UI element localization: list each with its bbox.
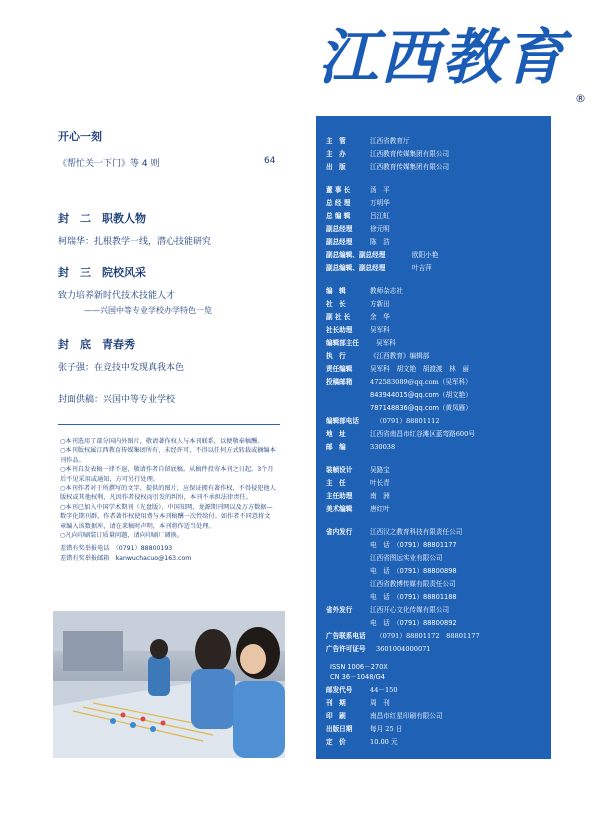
masthead-phone: 电 话 （0791）88801188 [370, 593, 457, 601]
cover3-heading: 封 三 院校风采 [58, 266, 146, 279]
masthead-row: 广告联系电话 （0791）88801172 88801177 [326, 632, 480, 640]
notice-paragraph: ○凡向印刷装订质量问题，请向印刷厂调换。 [60, 532, 183, 540]
masthead-row: 印 刷 南昌市红星印刷有限公司 [326, 712, 443, 720]
registered-mark: ® [575, 92, 586, 105]
notice-block [60, 437, 276, 563]
masthead-row: 副 社 长 余 华 [326, 313, 390, 321]
masthead-row: 总 编 辑 吕江虹 [326, 212, 390, 220]
cover4-heading: 封 底 青春秀 [58, 338, 135, 351]
section-title-kaixin: 开心一刻 [58, 130, 102, 143]
masthead-row: 邮发代号 44－150 [326, 686, 398, 694]
masthead-row: 装帧设计 吴路宝 [326, 466, 390, 474]
masthead-phone: 电 话 （0791）88800898 [370, 567, 457, 575]
masthead-row: 定 价 10.00 元 [326, 738, 398, 746]
notice-paragraph: ○本刊作者对于所撰写的文字、提供的图片，应保证拥有著作权，不得侵犯他人版权或其他权利，凡因作者侵权而引发的纠纷，本刊不承担法律责任。 [60, 485, 276, 502]
notice-paragraph: ○本刊已加入中国学术期刊（光盘版）、中国知网、龙源期刊网以及万方数据—数字化期刊群，作者著作权使用费与本刊稿酬一次性给付。如作者不同意将文章编入该数据库，请在来稿时声明，本刊将作适当处理。 [60, 503, 273, 530]
error-report-email[interactable]: 差错有奖举报邮箱 kanwuchacuo@163.com [60, 554, 192, 562]
masthead-row: 主 管 江西省教育厅 [326, 137, 410, 145]
masthead-row: 省外发行 江西开心文化传媒有限公司 [326, 606, 450, 614]
masthead-row: 执 行 《江西教育》编辑部 [326, 352, 430, 360]
classroom-photo [53, 611, 285, 758]
masthead-email[interactable]: 787148836@qq.com（黄凤雁） [370, 404, 472, 412]
masthead-row: 地 址 江西省南昌市红谷滩区蓝弯路600号 [326, 430, 475, 438]
cn-number: CN 36－1048/G4 [330, 673, 385, 681]
masthead-row: 美术编辑 唐红叶 [326, 505, 390, 513]
masthead-row: 编辑部主任 吴军科 [326, 339, 396, 347]
masthead-row: 社 长 方新田 [326, 300, 390, 308]
error-report-phone: 差错有奖举报电话 （0791）88800193 [60, 545, 173, 553]
masthead-row: 责任编辑 吴军科 胡文艳 胡渡渡 林 丽 [326, 365, 469, 373]
masthead-row: 副总编辑、副总经理 欧阳小艳 [326, 251, 439, 259]
masthead-row: 总 经 理 万明华 [326, 199, 390, 207]
masthead-phone: 电 话 （0791）88801177 [370, 541, 457, 549]
masthead-row: 副总经理 徐元明 [326, 225, 390, 233]
masthead-row: 邮 编 330038 [326, 443, 396, 451]
notice-paragraph: ○本刊版权属江西教育传媒集团所有，未经许可，不得以任何方式转载或摘编本刊作品。 [60, 447, 276, 464]
masthead-row: 投稿邮箱 472583089@qq.com（吴军科） [326, 378, 472, 386]
cover-photo-credit: 封面供稿：兴国中等专业学校 [58, 395, 176, 405]
issn-number: ISSN 1006－270X [330, 663, 388, 671]
notice-paragraph: ○本刊自发表稿一律不退，敬请作者自留底稿。从稿件投寄本刊之日起，3个月后不见采用或通知，方可另行处理。 [60, 466, 274, 483]
photo-illustration [53, 611, 285, 758]
cover4-item[interactable]: 张子强：在竞技中发现真我本色 [58, 363, 185, 373]
contents-item-kaixin[interactable]: 《帮忙关一下门》等 4 则 [58, 159, 160, 169]
cover2-item[interactable]: 柯瑞华：扎根教学一线，潜心技能研究 [58, 237, 212, 247]
magazine-logo: 江西教育 [318, 23, 566, 93]
masthead-row: 副总编辑、副总经理 叶吉萍 [326, 264, 432, 272]
masthead-row: 省内发行 江西汉之教育科技有限责任公司 [326, 528, 463, 536]
masthead-row: 广告许可证号 3601004000071 [326, 645, 431, 653]
masthead-row: 主 任 叶长青 [326, 479, 390, 487]
masthead-company: 江西省图远实业有限公司 [370, 554, 443, 562]
masthead-row: 主任助理 南 洲 [326, 492, 390, 500]
contents-page-number: 64 [264, 156, 276, 166]
masthead-row: 主 办 江西教育传媒集团有限公司 [326, 150, 450, 158]
masthead-row: 刊 期 周 刊 [326, 699, 390, 707]
divider-line [58, 424, 280, 425]
masthead-row: 出 版 江西教育传媒集团有限公司 [326, 163, 450, 171]
masthead-company: 江西省教博传媒有限责任公司 [370, 580, 456, 588]
cover3-subitem: ——兴国中等专业学校办学特色一览 [84, 306, 212, 315]
masthead-email[interactable]: 843944015@qq.com（胡文艳） [370, 391, 472, 399]
notice-paragraph: ○本刊选用了部分国内外图片，敬请著作权人与本刊联系，以便敬奉稿酬。 [60, 438, 264, 445]
masthead-phone: 电 话 （0791）88800892 [370, 619, 457, 627]
cover2-heading: 封 二 职教人物 [58, 212, 146, 225]
masthead-row: 编辑部电话 （0791）88801112 [326, 417, 440, 425]
masthead-row: 董 事 长 汤 平 [326, 186, 390, 194]
masthead-row: 编 辑 教师杂志社 [326, 287, 403, 295]
masthead-row: 副总经理 陈 浩 [326, 238, 390, 246]
masthead-row: 出版日期 每月 25 日 [326, 725, 403, 733]
masthead-row: 社长助理 吴军科 [326, 326, 390, 334]
cover3-item[interactable]: 致力培养新时代技术技能人才 [58, 291, 176, 301]
